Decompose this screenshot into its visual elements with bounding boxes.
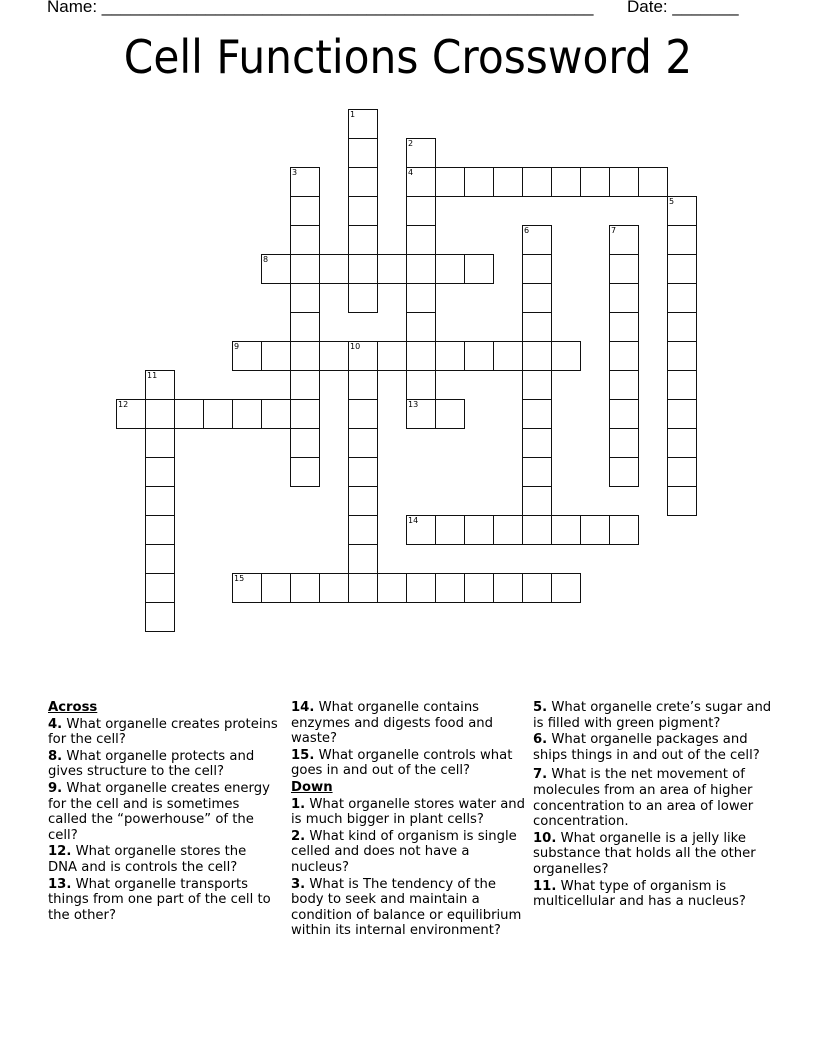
cell-number: 10 <box>350 342 361 351</box>
clue-number: 9. <box>48 780 63 796</box>
crossword-cell[interactable] <box>406 283 436 313</box>
crossword-cell[interactable] <box>290 573 320 603</box>
cell-number: 11 <box>147 371 158 380</box>
cell-number: 3 <box>292 168 298 177</box>
crossword-cell[interactable] <box>493 167 523 197</box>
crossword-cell[interactable] <box>348 428 378 458</box>
crossword-cell[interactable] <box>348 167 378 197</box>
name-field-label: Name: ____________________________________________________ <box>47 0 594 16</box>
crossword-cell[interactable] <box>435 399 465 429</box>
crossword-cell[interactable] <box>145 428 175 458</box>
clue-number: 7. <box>533 767 548 783</box>
cell-number: 9 <box>234 342 240 351</box>
crossword-cell[interactable] <box>609 341 639 371</box>
clue-number: 6. <box>533 732 548 748</box>
cell-number: 7 <box>611 226 617 235</box>
crossword-cell[interactable] <box>290 399 320 429</box>
crossword-cell[interactable] <box>348 109 378 139</box>
crossword-cell[interactable] <box>609 225 639 255</box>
crossword-cell[interactable] <box>174 399 204 429</box>
clue-across-8 <box>48 749 278 780</box>
crossword-cell[interactable] <box>290 457 320 487</box>
clue-number: 11. <box>533 878 557 894</box>
crossword-cell[interactable] <box>406 196 436 226</box>
crossword-cell[interactable] <box>406 254 436 284</box>
clue-number: 10. <box>533 830 557 846</box>
crossword-cell[interactable] <box>667 312 697 342</box>
clue-across-14 <box>291 700 531 747</box>
crossword-cell[interactable] <box>435 167 465 197</box>
crossword-cell[interactable] <box>551 573 581 603</box>
crossword-cell[interactable] <box>464 167 494 197</box>
clues-column-3 <box>533 700 773 911</box>
clue-down-3 <box>291 877 531 939</box>
cell-number: 12 <box>118 400 129 409</box>
crossword-cell[interactable] <box>406 573 436 603</box>
crossword-cell[interactable] <box>609 457 639 487</box>
crossword-cell[interactable] <box>290 312 320 342</box>
crossword-cell[interactable] <box>551 167 581 197</box>
clue-across-15 <box>291 748 531 779</box>
crossword-cell[interactable] <box>609 370 639 400</box>
clue-number: 13. <box>48 876 72 892</box>
crossword-cell[interactable] <box>290 196 320 226</box>
crossword-cell[interactable] <box>435 515 465 545</box>
clue-down-10 <box>533 831 773 878</box>
crossword-cell[interactable] <box>348 138 378 168</box>
crossword-cell[interactable] <box>145 544 175 574</box>
crossword-cell[interactable] <box>319 254 349 284</box>
crossword-cell[interactable] <box>348 341 378 371</box>
clue-down-11 <box>533 879 773 910</box>
crossword-cell[interactable] <box>348 196 378 226</box>
crossword-cell[interactable] <box>522 167 552 197</box>
crossword-cell[interactable] <box>348 283 378 313</box>
crossword-cell[interactable] <box>348 486 378 516</box>
clue-text: What organelle stores water and is much bigger in plant cells? <box>291 796 526 828</box>
clue-text: What organelle crete’s sugar and is filled with green pigment? <box>533 700 772 731</box>
crossword-cell[interactable] <box>261 341 291 371</box>
crossword-cell[interactable] <box>522 370 552 400</box>
clue-text: What is The tendency of the body to seek and maintain a condition of balance or equilibrium within its internal environment? <box>291 876 522 939</box>
clue-across-9 <box>48 781 278 843</box>
crossword-cell[interactable] <box>667 457 697 487</box>
clue-number: 2. <box>291 828 306 844</box>
crossword-cell[interactable] <box>522 283 552 313</box>
crossword-cell[interactable] <box>609 515 639 545</box>
crossword-cell[interactable] <box>232 573 262 603</box>
crossword-cell[interactable] <box>609 283 639 313</box>
crossword-cell[interactable] <box>406 515 436 545</box>
clue-across-4 <box>48 717 278 748</box>
crossword-cell[interactable] <box>522 341 552 371</box>
cell-number: 4 <box>408 168 414 177</box>
cell-number: 15 <box>234 574 245 583</box>
crossword-cell[interactable] <box>464 515 494 545</box>
clue-number: 3. <box>291 876 306 892</box>
crossword-cell[interactable] <box>522 515 552 545</box>
crossword-cell[interactable] <box>290 254 320 284</box>
crossword-cell[interactable] <box>667 254 697 284</box>
crossword-cell[interactable] <box>667 283 697 313</box>
crossword-cell[interactable] <box>435 341 465 371</box>
clue-across-13 <box>48 877 278 924</box>
crossword-cell[interactable] <box>580 167 610 197</box>
cell-number: 2 <box>408 139 414 148</box>
cell-number: 13 <box>408 400 419 409</box>
crossword-cell[interactable] <box>290 428 320 458</box>
crossword-cell[interactable] <box>580 515 610 545</box>
clue-text: What organelle protects and gives structure to the cell? <box>48 748 255 780</box>
crossword-cell[interactable] <box>551 515 581 545</box>
crossword-cell[interactable] <box>609 167 639 197</box>
cell-number: 6 <box>524 226 530 235</box>
crossword-cell[interactable] <box>522 225 552 255</box>
crossword-cell[interactable] <box>522 486 552 516</box>
clue-down-2 <box>291 829 531 876</box>
crossword-cell[interactable] <box>667 428 697 458</box>
crossword-cell[interactable] <box>290 341 320 371</box>
crossword-cell[interactable] <box>464 254 494 284</box>
crossword-cell[interactable] <box>667 370 697 400</box>
crossword-cell[interactable] <box>522 457 552 487</box>
crossword-cell[interactable] <box>522 399 552 429</box>
crossword-cell[interactable] <box>522 428 552 458</box>
cell-number: 8 <box>263 255 269 264</box>
crossword-cell[interactable] <box>667 225 697 255</box>
crossword-cell[interactable] <box>493 515 523 545</box>
crossword-cell[interactable] <box>464 341 494 371</box>
cell-number: 5 <box>669 197 675 206</box>
crossword-cell[interactable] <box>522 254 552 284</box>
crossword-cell[interactable] <box>522 573 552 603</box>
clue-number: 1. <box>291 796 306 812</box>
clues-column-1 <box>48 700 278 924</box>
crossword-cell[interactable] <box>261 573 291 603</box>
clue-number: 15. <box>291 747 315 763</box>
cell-number: 14 <box>408 516 419 525</box>
crossword-cell[interactable] <box>348 225 378 255</box>
crossword-cell[interactable] <box>377 254 407 284</box>
crossword-cell[interactable] <box>609 428 639 458</box>
crossword-cell[interactable] <box>667 399 697 429</box>
clue-down-5 <box>533 700 773 731</box>
crossword-cell[interactable] <box>348 515 378 545</box>
clue-number: 5. <box>533 700 548 715</box>
clue-number: 14. <box>291 700 315 715</box>
crossword-cell[interactable] <box>145 602 175 632</box>
clue-text: What organelle contains enzymes and digests food and waste? <box>291 700 493 747</box>
crossword-cell[interactable] <box>290 167 320 197</box>
crossword-cell[interactable] <box>493 573 523 603</box>
crossword-cell[interactable] <box>377 573 407 603</box>
crossword-cell[interactable] <box>348 544 378 574</box>
cell-number: 1 <box>350 110 356 119</box>
date-field-label: Date: _______ <box>627 0 739 16</box>
crossword-cell[interactable] <box>290 283 320 313</box>
clue-number: 4. <box>48 716 63 732</box>
crossword-cell[interactable] <box>464 573 494 603</box>
crossword-cell[interactable] <box>522 312 552 342</box>
crossword-cell[interactable] <box>638 167 668 197</box>
crossword-cell[interactable] <box>145 399 175 429</box>
crossword-cell[interactable] <box>319 573 349 603</box>
clue-number: 8. <box>48 748 63 764</box>
clue-text: What is the net movement of molecules from an area of higher concentration to an area of lower concentration. <box>533 767 754 830</box>
clue-text: What kind of organism is single celled and does not have a nucleus? <box>291 828 517 875</box>
crossword-cell[interactable] <box>116 399 146 429</box>
crossword-cell[interactable] <box>232 399 262 429</box>
crossword-cell[interactable] <box>406 138 436 168</box>
crossword-cell[interactable] <box>406 225 436 255</box>
crossword-cell[interactable] <box>609 399 639 429</box>
clue-number: 12. <box>48 844 72 860</box>
crossword-cell[interactable] <box>609 254 639 284</box>
crossword-cell[interactable] <box>406 370 436 400</box>
clue-text: What organelle is a jelly like substance that holds all the other organelles? <box>533 830 756 877</box>
crossword-cell[interactable] <box>667 486 697 516</box>
clue-text: What type of organism is multicellular and has a nucleus? <box>533 878 746 910</box>
clue-down-7 <box>533 767 773 829</box>
crossword-cell[interactable] <box>377 341 407 371</box>
crossword-cell[interactable] <box>406 399 436 429</box>
page-title: Cell Functions Crossword 2 <box>123 30 693 84</box>
crossword-cell[interactable] <box>145 370 175 400</box>
clue-text: What organelle transports things from one part of the cell to the other? <box>48 876 271 923</box>
clue-down-6 <box>533 732 773 763</box>
crossword-cell[interactable] <box>290 370 320 400</box>
crossword-cell[interactable] <box>261 399 291 429</box>
crossword-cell[interactable] <box>348 399 378 429</box>
crossword-cell[interactable] <box>145 457 175 487</box>
crossword-cell[interactable] <box>145 486 175 516</box>
clues-column-2 <box>291 700 531 940</box>
crossword-cell[interactable] <box>406 341 436 371</box>
crossword-cell[interactable] <box>348 573 378 603</box>
crossword-cell[interactable] <box>493 341 523 371</box>
crossword-cell[interactable] <box>232 341 262 371</box>
crossword-cell[interactable] <box>435 573 465 603</box>
crossword-cell[interactable] <box>145 515 175 545</box>
crossword-cell[interactable] <box>348 457 378 487</box>
crossword-cell[interactable] <box>609 312 639 342</box>
down-heading: Down <box>291 779 333 795</box>
crossword-cell[interactable] <box>435 254 465 284</box>
crossword-cell[interactable] <box>290 225 320 255</box>
clue-text: What organelle stores the DNA and is controls the cell? <box>48 844 247 875</box>
crossword-cell[interactable] <box>406 312 436 342</box>
clue-text: What organelle creates proteins for the cell? <box>48 716 278 748</box>
clue-down-1 <box>291 797 531 828</box>
crossword-cell[interactable] <box>261 254 291 284</box>
clue-text: What organelle packages and ships things in and out of the cell? <box>533 732 760 763</box>
crossword-cell[interactable] <box>348 370 378 400</box>
crossword-cell[interactable] <box>667 196 697 226</box>
across-heading: Across <box>48 700 98 715</box>
crossword-cell[interactable] <box>348 254 378 284</box>
crossword-cell[interactable] <box>551 341 581 371</box>
clue-across-12 <box>48 844 278 875</box>
crossword-cell[interactable] <box>203 399 233 429</box>
crossword-cell[interactable] <box>667 341 697 371</box>
crossword-cell[interactable] <box>145 573 175 603</box>
clue-text: What organelle controls what goes in and out of the cell? <box>291 747 513 779</box>
clue-text: What organelle creates energy for the cell and is sometimes called the “powerhouse” of the cell? <box>48 780 270 843</box>
crossword-cell[interactable] <box>319 341 349 371</box>
crossword-cell[interactable] <box>406 167 436 197</box>
